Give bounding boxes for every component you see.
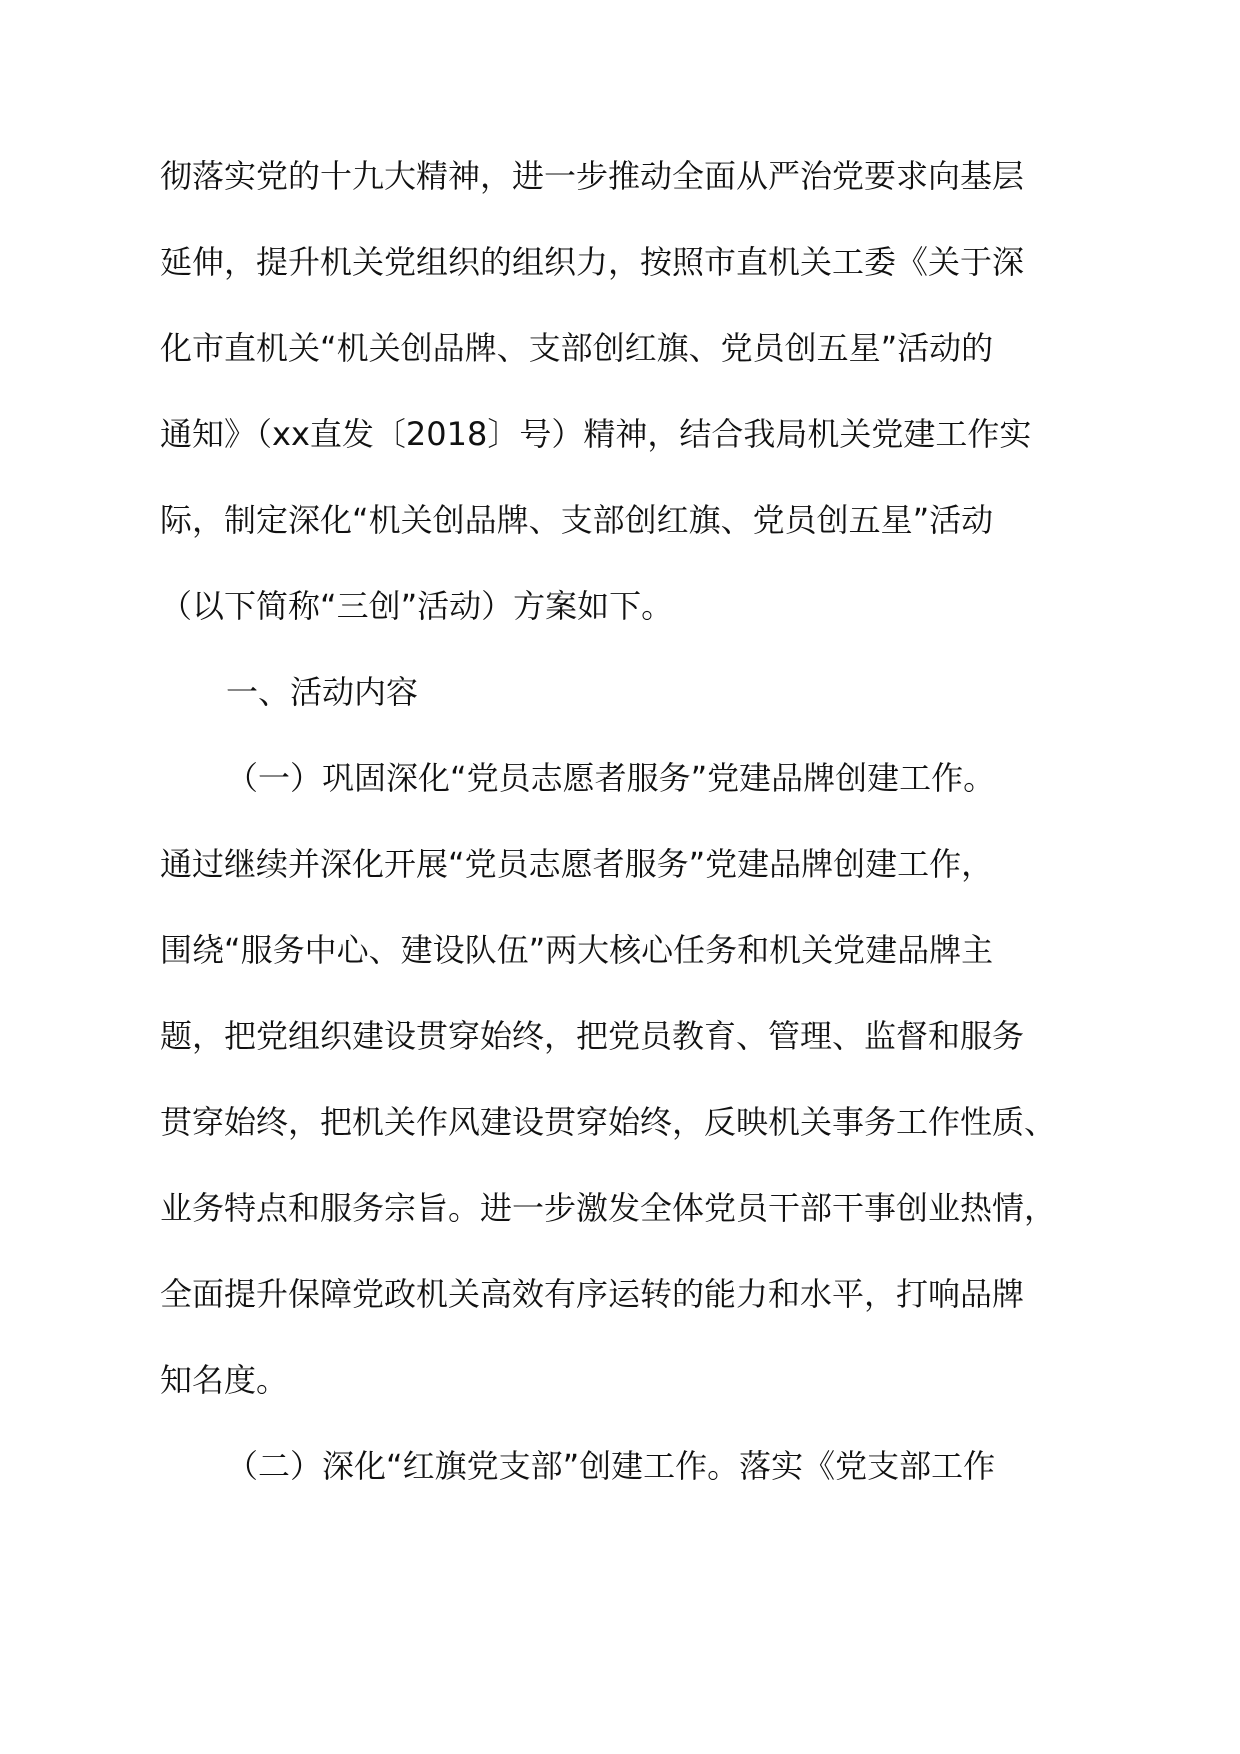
subsection-heading: （二）深化“红旗党支部”创建工作。落实《党支部工作	[226, 1447, 996, 1485]
body-text-line: 彻落实党的十九大精神，进一步推动全面从严治党要求向基层	[160, 157, 1025, 195]
body-text-line: 延伸，提升机关党组织的组织力，按照市直机关工委《关于深	[160, 243, 1025, 281]
body-text-line: 贯穿始终，把机关作风建设贯穿始终，反映机关事务工作性质、	[160, 1103, 1057, 1141]
body-text-line: 际，制定深化“机关创品牌、支部创红旗、党员创五星”活动	[160, 501, 994, 539]
subsection-heading: （一）巩固深化“党员志愿者服务”党建品牌创建工作。	[226, 759, 996, 797]
body-text-line: 全面提升保障党政机关高效有序运转的能力和水平，打响品牌	[160, 1275, 1025, 1313]
section-heading: 一、活动内容	[226, 673, 419, 711]
body-text-line: 化市直机关“机关创品牌、支部创红旗、党员创五星”活动的	[160, 329, 994, 367]
body-text-line: （以下简称“三创”活动）方案如下。	[160, 587, 674, 625]
body-text-line: 题，把党组织建设贯穿始终，把党员教育、管理、监督和服务	[160, 1017, 1025, 1055]
body-text-line: 通过继续并深化开展“党员志愿者服务”党建品牌创建工作，	[160, 845, 994, 883]
body-text-line: 知名度。	[160, 1361, 289, 1399]
body-text-line: 通知》（xx直发〔2018〕号）精神，结合我局机关党建工作实	[160, 415, 1032, 453]
body-text-line: 围绕“服务中心、建设队伍”两大核心任务和机关党建品牌主	[160, 931, 994, 969]
body-text-line: 业务特点和服务宗旨。进一步激发全体党员干部干事创业热情，	[160, 1189, 1057, 1227]
